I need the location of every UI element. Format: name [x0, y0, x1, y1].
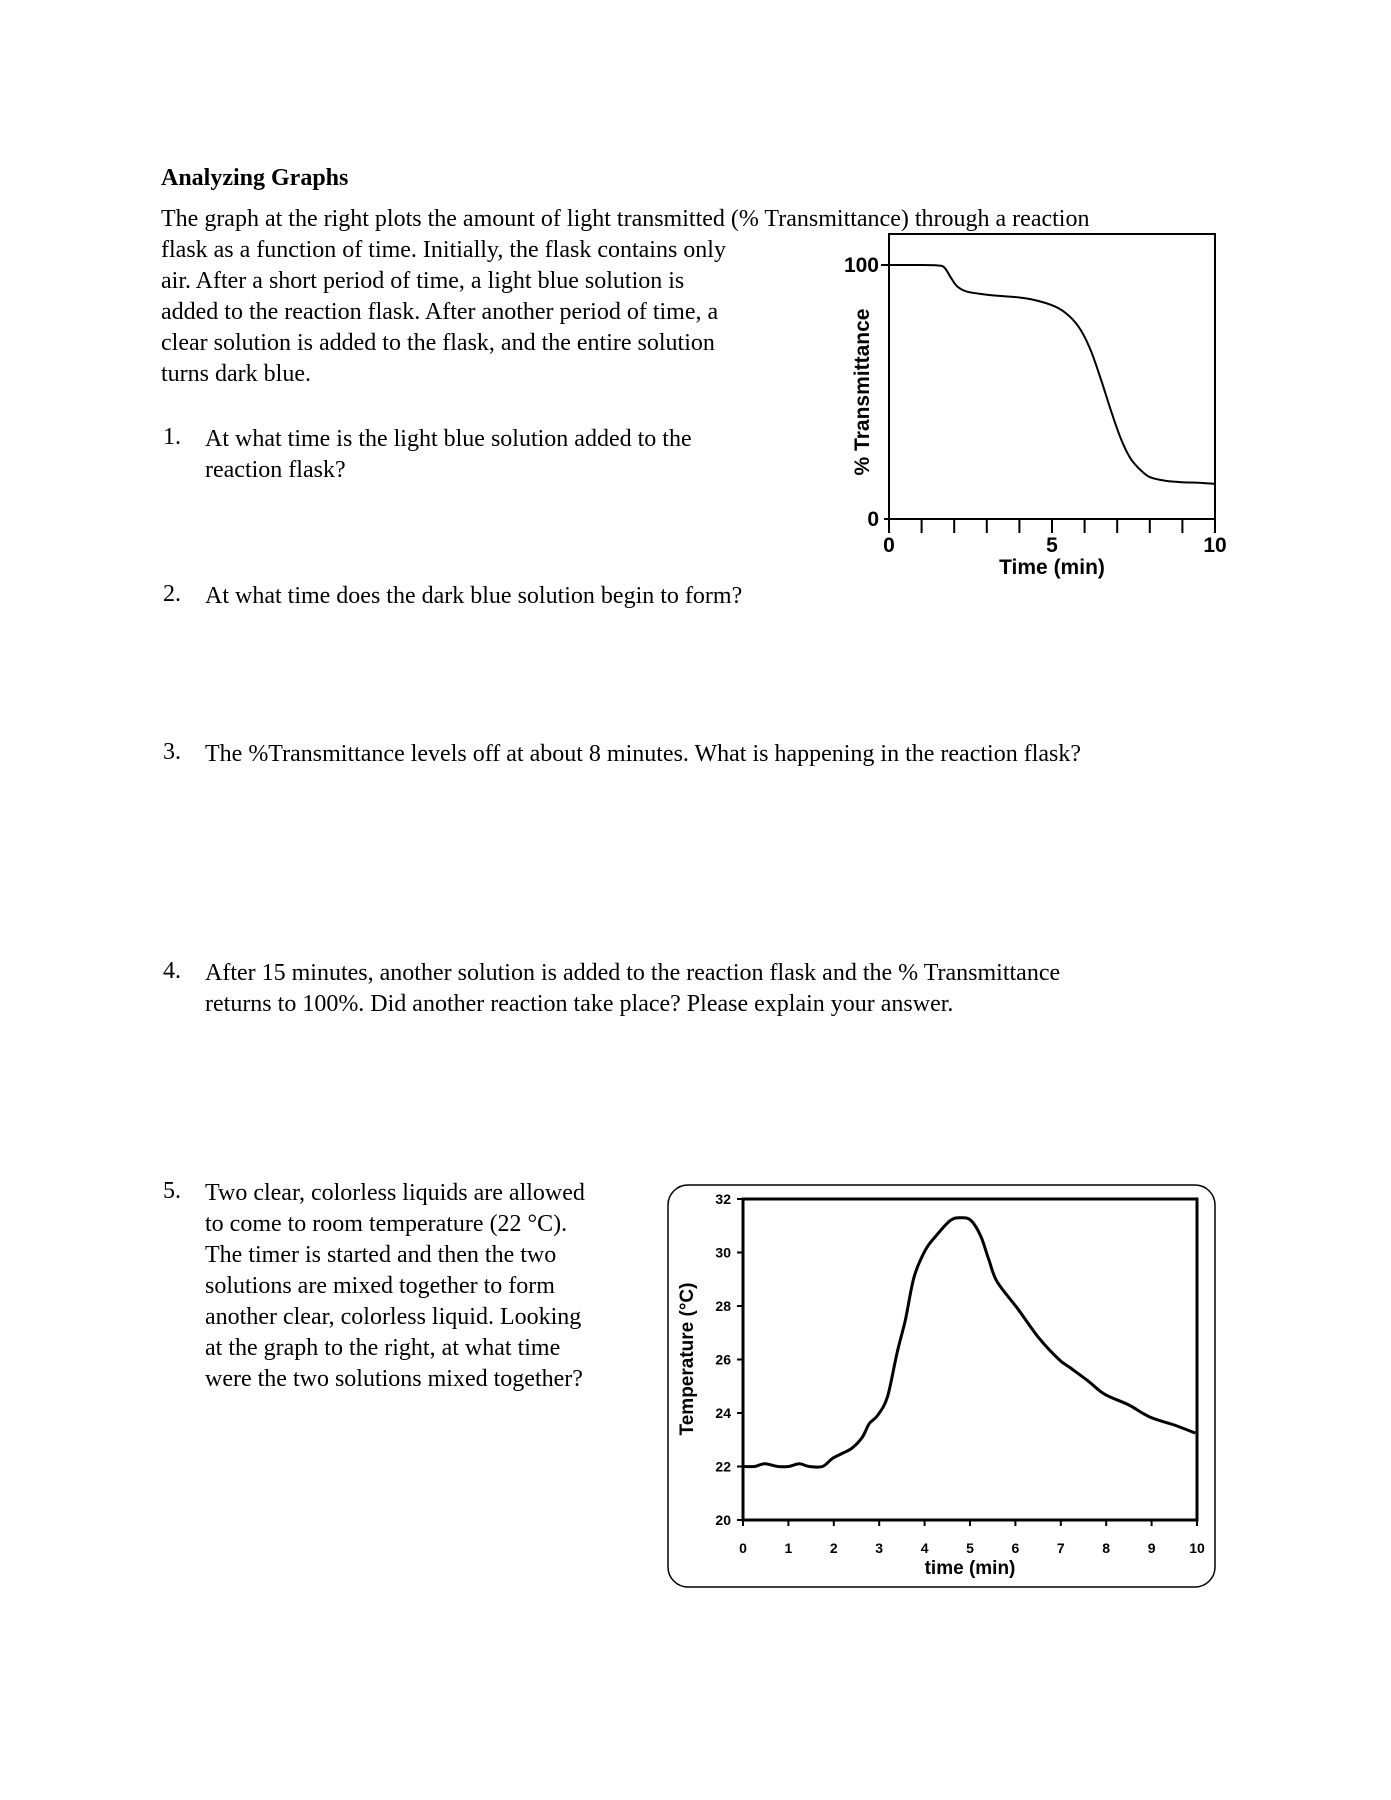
question-line: At what time does the dark blue solution begin to form? — [205, 583, 743, 609]
svg-text:24: 24 — [715, 1405, 731, 1421]
intro-line: turns dark blue. — [161, 361, 311, 387]
svg-text:5: 5 — [1046, 534, 1058, 557]
question-number: 3. — [163, 739, 181, 765]
svg-text:7: 7 — [1056, 1540, 1065, 1556]
svg-text:0: 0 — [739, 1540, 747, 1556]
svg-text:22: 22 — [715, 1458, 731, 1475]
svg-text:28: 28 — [715, 1298, 731, 1314]
svg-text:32: 32 — [715, 1191, 731, 1207]
temperature-x-axis-title: time (min) — [924, 1558, 1016, 1579]
svg-text:26: 26 — [715, 1351, 731, 1368]
transmittance-x-axis-title: Time (min) — [999, 556, 1105, 579]
svg-text:4: 4 — [920, 1540, 929, 1556]
intro-line: flask as a function of time. Initially, the flask contains only — [161, 237, 726, 263]
svg-text:8: 8 — [1102, 1540, 1111, 1556]
question-number: 1. — [163, 424, 181, 450]
temperature-y-axis-title: Temperature (°C) — [677, 1282, 698, 1436]
svg-text:2: 2 — [829, 1540, 838, 1556]
question-line: Two clear, colorless liquids are allowed — [205, 1180, 585, 1206]
question-line: another clear, colorless liquid. Looking — [205, 1304, 582, 1330]
svg-text:0: 0 — [883, 534, 895, 557]
page-title: Analyzing Graphs — [161, 165, 349, 191]
temperature-plot-frame — [743, 1199, 1197, 1520]
svg-text:0: 0 — [867, 508, 879, 531]
intro-line: air. After a short period of time, a light blue solution is — [161, 268, 685, 294]
svg-text:9: 9 — [1147, 1540, 1156, 1556]
question-line: solutions are mixed together to form — [205, 1273, 555, 1299]
svg-text:30: 30 — [715, 1244, 731, 1261]
question-line: reaction flask? — [205, 457, 346, 483]
question-line: The %Transmittance levels off at about 8 minutes. What is happening in the reaction flask? — [205, 741, 1081, 767]
temperature-x-ticks — [739, 1520, 1205, 1556]
intro-line: clear solution is added to the flask, and the entire solution — [161, 330, 715, 356]
svg-text:5: 5 — [966, 1540, 974, 1556]
transmittance-y-axis-title: % Transmittance — [851, 308, 874, 476]
question-line: At what time is the light blue solution added to the — [205, 426, 692, 452]
question-line: The timer is started and then the two — [205, 1242, 557, 1268]
svg-text:6: 6 — [1011, 1540, 1020, 1556]
question-line: were the two solutions mixed together? — [205, 1366, 583, 1392]
intro-line: The graph at the right plots the amount of light transmitted (% Transmittance) through a reaction — [161, 206, 1090, 232]
question-number: 4. — [163, 958, 181, 984]
svg-text:20: 20 — [715, 1512, 731, 1528]
svg-text:3: 3 — [875, 1540, 884, 1556]
svg-text:10: 10 — [1203, 534, 1227, 557]
question-line: at the graph to the right, at what time — [205, 1335, 561, 1361]
question-number: 2. — [163, 581, 181, 607]
question-number: 5. — [163, 1178, 181, 1204]
svg-text:100: 100 — [843, 254, 879, 277]
temperature-y-ticks — [715, 1191, 743, 1528]
temperature-curve — [743, 1218, 1195, 1467]
svg-text:10: 10 — [1189, 1540, 1205, 1556]
intro-line: added to the reaction flask. After another period of time, a — [161, 299, 719, 325]
question-line: After 15 minutes, another solution is added to the reaction flask and the % Transmittance — [205, 960, 1061, 986]
question-line: to come to room temperature (22 °C). — [205, 1211, 568, 1237]
question-line: returns to 100%. Did another reaction take place? Please explain your answer. — [205, 991, 954, 1017]
svg-text:1: 1 — [784, 1540, 793, 1556]
temperature-chart-border — [668, 1185, 1215, 1587]
